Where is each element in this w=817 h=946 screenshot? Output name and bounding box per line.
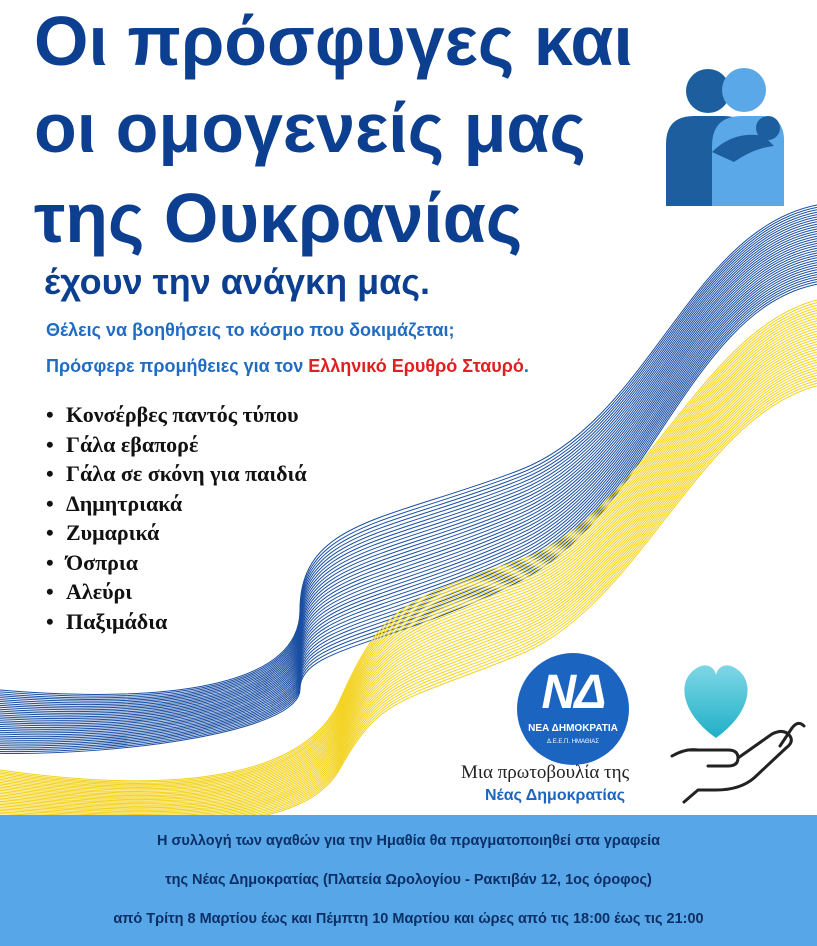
title-line-3: της Ουκρανίας: [34, 179, 523, 257]
offer-suffix: .: [523, 356, 529, 376]
footer-line-3: από Τρίτη 8 Μαρτίου έως και Πέμπτη 10 Μαρτίου και ώρες από τις 18:00 έως τις 21:00: [113, 911, 704, 927]
info-footer: [0, 815, 817, 946]
initiative-line-2: Νέας Δημοκρατίας: [485, 787, 626, 804]
initiative-line-1: Μια πρωτοβουλία της: [461, 762, 630, 783]
supplies-list: [46, 400, 307, 636]
title-line-1: Οι πρόσφυγες και: [34, 2, 633, 80]
logo-mark: ΝΔ: [541, 666, 605, 719]
question-text: Θέλεις να βοηθήσεις το κόσμο που δοκιμάζεται;: [46, 320, 455, 340]
title-line-2: οι ομογενείς μας: [34, 89, 586, 167]
offer-text: [46, 356, 529, 377]
list-item: • Παξιμάδια: [46, 607, 307, 637]
list-item: • Γάλα σε σκόνη για παιδιά: [46, 459, 307, 489]
logo-sub: Δ.Ε.Ε.Π. ΗΜΑΘΙΑΣ: [547, 739, 599, 745]
hug-icon: [664, 66, 784, 206]
list-item: • Γάλα εβαπορέ: [46, 430, 307, 460]
nd-logo: [517, 653, 629, 765]
red-cross-name: Ελληνικό Ερυθρό Σταυρό: [308, 356, 524, 376]
list-item: • Ζυμαρικά: [46, 518, 307, 548]
list-item: • Όσπρια: [46, 548, 307, 578]
list-item: • Δημητριακά: [46, 489, 307, 519]
heart-in-hand-icon: [668, 650, 808, 810]
offer-prefix: Πρόσφερε προμήθειες για τον: [46, 356, 309, 376]
footer-line-1: Η συλλογή των αγαθών για την Ημαθία θα πραγματοποιηθεί στα γραφεία: [156, 833, 661, 849]
logo-name: ΝΕΑ ΔΗΜΟΚΡΑΤΙΑ: [528, 723, 618, 734]
list-item: • Αλεύρι: [46, 577, 307, 607]
subtitle: έχουν την ανάγκη μας.: [44, 261, 430, 302]
list-item: • Κονσέρβες παντός τύπου: [46, 400, 307, 430]
footer-line-2: της Νέας Δημοκρατίας (Πλατεία Ωρολογίου - Ρακτιβάν 12, 1ος όροφος): [165, 872, 652, 888]
